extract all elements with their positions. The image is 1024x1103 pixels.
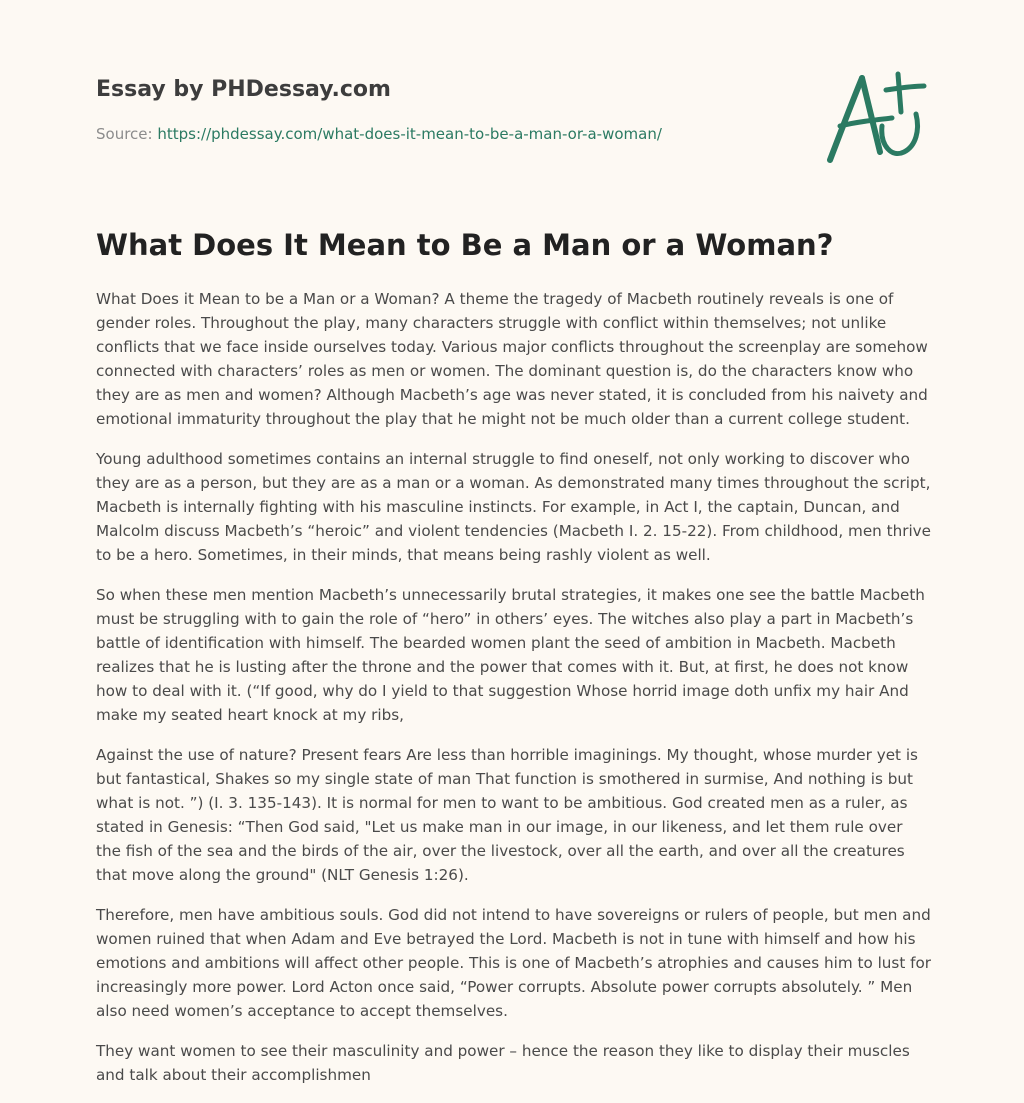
- essay-paragraph: Therefore, men have ambitious souls. God did not intend to have sovereigns or rulers of people, but men and women ruined that when Adam and Eve betrayed the Lord. Macbeth is not in tune with himself and how his emotions and ambitions will affect other people. This is one of Macbeth’s atrophies and causes him to lust for increasingly more power. Lord Acton once said, “Power corrupts. Absolute power corrupts absolutely. ” Men also need women’s acceptance to accept themselves.: [96, 906, 931, 1020]
- essay-paragraph: They want women to see their masculinity and power – hence the reason they like to display their muscles and talk about their accomplishmen: [96, 1042, 910, 1084]
- page-title: What Does It Mean to Be a Man or a Woman?: [96, 228, 834, 262]
- essay-content: [96, 226, 932, 1103]
- page-header: [96, 76, 796, 144]
- source-label: Source:: [96, 125, 153, 143]
- source-link[interactable]: https://phdessay.com/what-does-it-mean-to-be-a-man-or-a-woman/: [157, 125, 662, 143]
- essay-paragraph: Young adulthood sometimes contains an internal struggle to find oneself, not only working to discover who they are as a person, but they are as a man or a woman. As demonstrated many times throughout the script, Macbeth is internally fighting with his masculine instincts. For example, in Act I, the captain, Duncan, and Malcolm discuss Macbeth’s “heroic” and violent tendencies (Macbeth I. 2. 15-22). From childhood, men thrive to be a hero. Sometimes, in their minds, that means being rashly violent as well.: [96, 450, 931, 564]
- site-title: Essay by PHDessay.com: [96, 77, 391, 102]
- a-plus-logo-icon: [818, 66, 930, 168]
- essay-paragraph: Against the use of nature? Present fears Are less than horrible imaginings. My thought, whose murder yet is but fantastical, Shakes so my single state of man That function is smothered in surmise, And nothing is but what is not. ”) (I. 3. 135-143). It is normal for men to want to be ambitious. God created men as a ruler, as stated in Genesis: “Then God said, "Let us make man in our image, in our likeness, and let them rule over the fish of the sea and the birds of the air, over the livestock, over all the earth, and over all the creatures that move along the ground" (NLT Genesis 1:26).: [96, 746, 918, 884]
- source-line: [96, 124, 796, 144]
- essay-paragraph: What Does it Mean to be a Man or a Woman? A theme the tragedy of Macbeth routinely reveals is one of gender roles. Throughout the play, many characters struggle with conflict within themselves; not unlike conflicts that we face inside ourselves today. Various major conflicts throughout the screenplay are somehow connected with characters’ roles as men or women. The dominant question is, do the characters know who they are as men and women? Although Macbeth’s age was never stated, it is concluded from his naivety and emotional immaturity throughout the play that he might not be much older than a current college student.: [96, 290, 928, 428]
- essay-paragraph: So when these men mention Macbeth’s unnecessarily brutal strategies, it makes one see the battle Macbeth must be struggling with to gain the role of “hero” in others’ eyes. The witches also play a part in Macbeth’s battle of identification with himself. The bearded women plant the seed of ambition in Macbeth. Macbeth realizes that he is lusting after the throne and the power that comes with it. But, at first, he does not know how to deal with it. (“If good, why do I yield to that suggestion Whose horrid image doth unfix my hair And make my seated heart knock at my ribs,: [96, 586, 925, 724]
